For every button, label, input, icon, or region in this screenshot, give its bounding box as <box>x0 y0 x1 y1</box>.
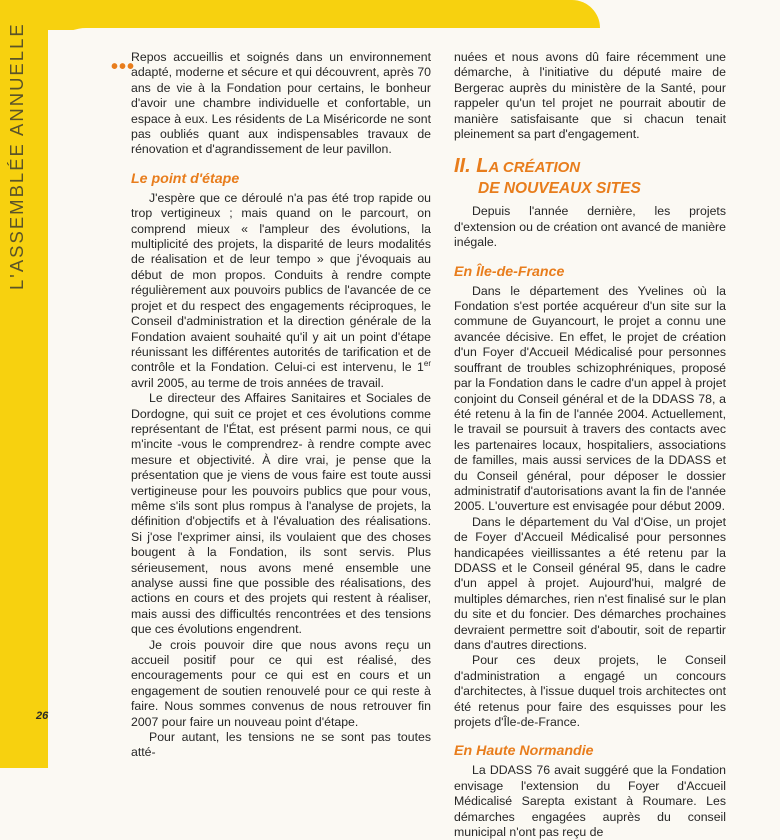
heading-point-etape: Le point d'étape <box>131 170 240 187</box>
text-column-left <box>131 50 431 761</box>
paragraph-point-2: Le directeur des Affaires Sanitaires et Sociales de Dordogne, qui suit ce projet et ces évolutions comme représentant de l'État, est présent parmi nous, ce qui m'incite -vous le comprendrez- à rendre compte avec mesure et objectivité. À dire vrai, je pense que la présentation que je viens de vous faire est toute aussi vertigineuse pour les pouvoirs publics que pour vous, même s'ils sont plus rompus à l'analyse de projets, la définition d'objectifs et à l'évaluation des réalisations. Si j'ose l'exprimer ainsi, ils voulaient que des choses bougent à la Fondation, ils sont servis. Plus sérieusement, nous avons mené ensemble une analyse aussi fine que possible des réalisations, des actions en cours et des projets qui restent à réaliser, mais aussi des difficultés rencontrées et des tensions que ces évolutions engendrent. <box>131 391 431 637</box>
paragraph-sites-intro: Depuis l'année dernière, les projets d'extension ou de création ont avancé de manière inégale. <box>454 204 726 250</box>
top-yellow-band <box>0 0 600 30</box>
side-title-text: L'ASSEMBLÉE ANNUELLE <box>6 22 27 290</box>
paragraph-idf-2: Dans le département du Val d'Oise, un projet de Foyer d'Accueil Médicalisé pour personnes handicapées vieillissantes a été retenu par la DDASS et le Conseil général 95, dans le cadre d'un appel à projet. Aujourd'hui, malgré de multiples démarches, rien n'est finalisé sur le plan du site et du foncier. Des démarches prochaines devraient permettre soit d'aboutir, soit de repartir dans d'autres directions. <box>454 514 726 652</box>
ordinal-superscript: er <box>423 359 431 369</box>
section-title-rest: A CRÉATION <box>488 159 581 177</box>
text-column-right <box>454 50 726 840</box>
page-number: 26 <box>36 710 49 722</box>
paragraph-point-4: Pour autant, les tensions ne se sont pas toutes atté- <box>131 730 431 760</box>
section-title-line-1 <box>454 154 726 180</box>
paragraph-hn: La DDASS 76 avait suggéré que la Fondation envisage l'extension du Foyer d'Accueil Médicalisé Sarepta existant à Roumare. Les démarches engagées auprès du conseil municipal n'ont pas reçu de <box>454 763 726 840</box>
paragraph-point-1-end: avril 2005, au terme de trois années de travail. <box>131 375 384 390</box>
continuation-bullets-icon: ••• <box>111 56 136 78</box>
section-title-initial: L <box>476 155 489 178</box>
paragraph-point-1 <box>131 191 431 391</box>
paragraph-continuation: nuées et nous avons dû faire récemment une démarche, à l'initiative du député maire de Bergerac auprès du ministère de la Santé, pour rappeler qu'un tel projet ne pourrait aboutir de manière satisfaisante que si chacun tenait pleinement sa part d'engagement. <box>454 50 726 142</box>
heading-haute-normandie: En Haute Normandie <box>454 743 594 760</box>
paragraph-point-1-text: J'espère que ce déroulé n'a pas été trop rapide ou trop vertigineux ; mais quand on le parcourt, on comprend mieux « l'ampleur des évolutions, la multiplicité des projets, la disparité de leurs modalités de réalisation et de leur tempo » que j'évoquais au début de mon propos. Conduits à rendre compte régulièrement aux pouvoirs publics de l'avancée de ce projet et du respect des engagements réciproques, le Conseil d'administration et la direction générale de la Fondation avaient souhaité qu'il y ait un point d'étape réunissant les différentes autorités de tarification et de contrôle et la Fondation. Celui-ci est intervenu, le 1 <box>131 190 431 375</box>
heading-ile-de-france: En Île-de-France <box>454 263 565 280</box>
section-title-line-2: DE NOUVEAUX SITES <box>478 180 641 198</box>
paragraph-point-3: Je crois pouvoir dire que nous avons reçu un accueil positif pour ce qui est réalisé, des encouragements pour ce qui est en cours et un engagement de soutien renouvelé pour ce qui reste à faire. Nous sommes convenus de nous retrouver fin 2007 pour faire un nouveau point d'étape. <box>131 637 431 729</box>
section-number: II. <box>454 155 477 178</box>
section-side-title <box>6 22 42 300</box>
paragraph-intro: Repos accueillis et soignés dans un environnement adapté, moderne et sécure et qui découvrent, après 70 ans de vie à la Fondation pour certains, le bonheur d'avoir une chambre individuelle et confortable, un espace à eux. Les résidents de La Miséricorde ne sont pas oubliés quant aux indispensables travaux de rénovation et d'agrandissement de leur pavillon. <box>131 50 431 157</box>
paragraph-idf-3: Pour ces deux projets, le Conseil d'administration a engagé un concours d'architectes, à l'issue duquel trois architectes ont été retenus pour faire des esquisses pour les projets d'Île-de-France. <box>454 653 726 730</box>
paragraph-idf-1: Dans le département des Yvelines où la Fondation s'est portée acquéreur d'un site sur la commune de Guyancourt, le projet a connu une avancée décisive. En effet, le projet de création d'un Foyer d'Accueil Médicalisé pour personnes souffrant de troubles schizophréniques, proposé par la Fondation dans le cadre d'un appel à projet conjoint du Conseil général et de la DDASS 78, a été retenu à la fin de l'année 2004. Actuellement, le travail se poursuit à travers des contacts avec les partenaires locaux, hospitaliers, associations de familles, mais aussi services de la DDASS et du Conseil général, pour déposer le dossier administratif d'autorisations avant la fin de l'année 2005. L'ouverture est envisagée pour début 2009. <box>454 283 726 514</box>
section-title <box>454 154 726 198</box>
